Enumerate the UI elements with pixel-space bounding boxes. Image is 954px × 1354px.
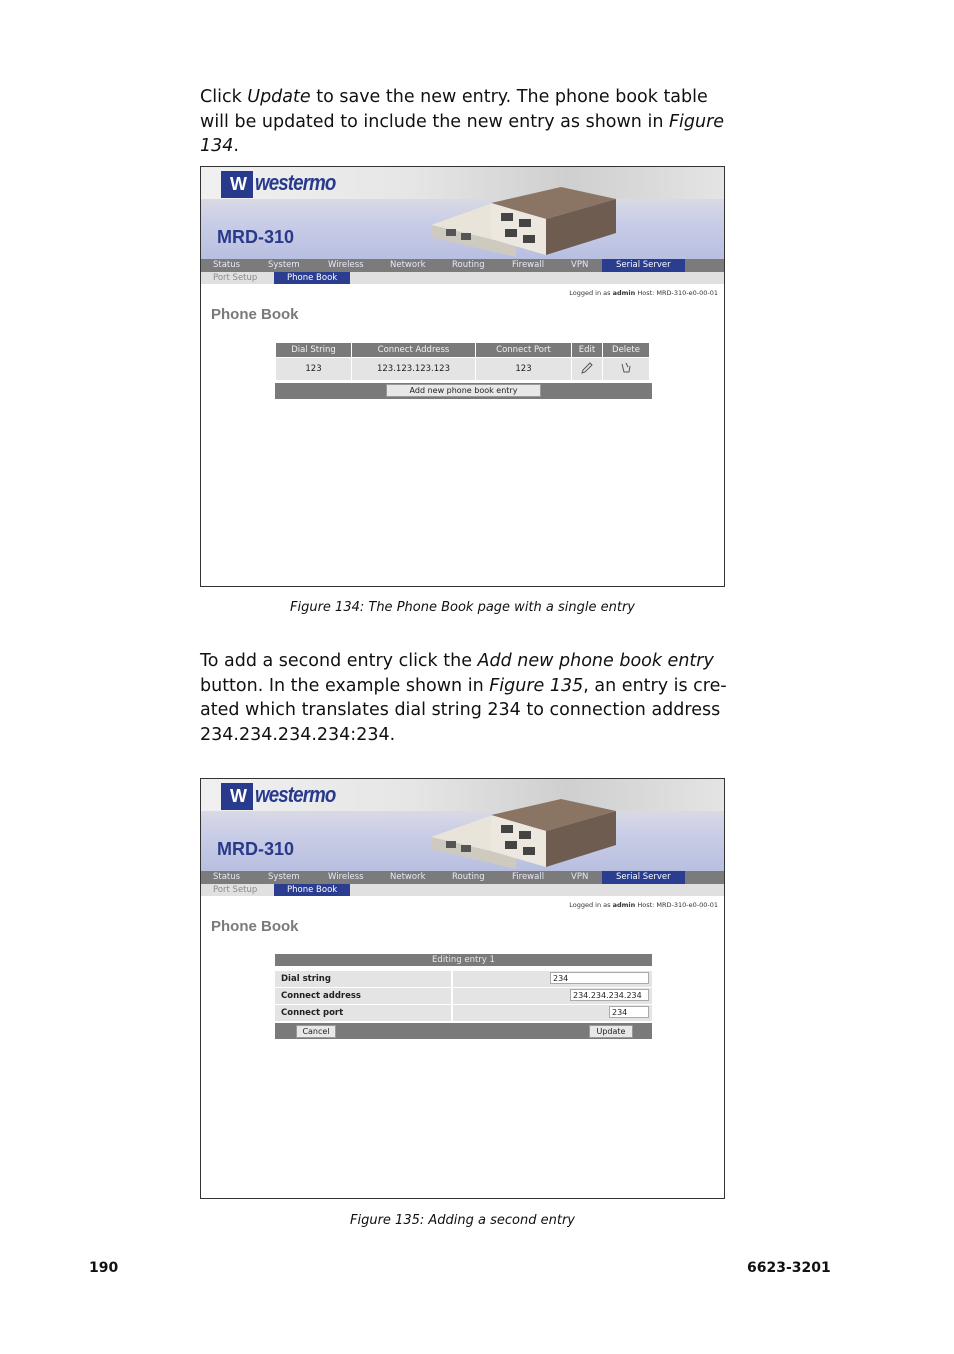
nav-firewall[interactable]: Firewall [512, 260, 545, 270]
col-edit: Edit [572, 343, 603, 358]
page-title: Phone Book [211, 918, 299, 935]
table-row [276, 358, 650, 381]
product-name: MRD-310 [217, 839, 295, 859]
nav-wireless[interactable]: Wireless [328, 260, 364, 270]
nav-serial-server[interactable]: Serial Server [602, 259, 685, 273]
update-button[interactable]: Update [589, 1025, 633, 1038]
col-dial-string: Dial String [276, 343, 352, 358]
cell-dial: 123 [276, 358, 352, 381]
dial-string-input[interactable]: 234 [550, 972, 649, 984]
nav-routing[interactable]: Routing [452, 872, 485, 882]
field-row-dial-string [275, 971, 652, 987]
main-nav [201, 259, 724, 272]
table-footer [275, 383, 652, 399]
dial-string-label: Dial string [281, 974, 331, 984]
field-row-connect-port [275, 1005, 652, 1021]
caption-figure-134: Figure 134: The Phone Book page with a single entry [290, 600, 635, 615]
second-paragraph: To add a second entry click the Add new phone book entry button. In the example shown in Figure 135, an entry is cre- ated which translates dial string 234 to connection address 234.234.234.234:234. [200, 651, 727, 745]
edit-form-footer [275, 1023, 652, 1039]
nav-vpn[interactable]: VPN [571, 260, 589, 270]
nav-network[interactable]: Network [390, 872, 426, 882]
nav-serial-server[interactable]: Serial Server [602, 871, 685, 885]
westermo-logo: W westermo [213, 170, 333, 198]
subnav-phone-book[interactable]: Phone Book [274, 272, 350, 284]
router-devices-image [421, 185, 621, 257]
nav-vpn[interactable]: VPN [571, 872, 589, 882]
nav-firewall[interactable]: Firewall [512, 872, 545, 882]
header-banner [201, 167, 724, 259]
login-status: Logged in as admin Host: MRD-310-e0-00-01 [569, 289, 718, 297]
edit-icon[interactable] [572, 358, 603, 381]
nav-status[interactable]: Status [213, 872, 241, 882]
col-connect-address: Connect Address [352, 343, 476, 358]
caption-figure-135: Figure 135: Adding a second entry [350, 1213, 575, 1228]
router-devices-image [421, 797, 621, 869]
nav-routing[interactable]: Routing [452, 260, 485, 270]
connect-port-input[interactable]: 234 [609, 1006, 649, 1018]
product-name: MRD-310 [217, 227, 295, 247]
connect-address-label: Connect address [281, 991, 361, 1001]
edit-form-header: Editing entry 1 [275, 954, 652, 966]
delete-icon[interactable] [603, 358, 650, 381]
subnav-port-setup[interactable]: Port Setup [213, 273, 258, 283]
phone-book-table [275, 342, 650, 381]
page-number: 190 [89, 1260, 119, 1276]
sub-nav [201, 272, 724, 284]
nav-system[interactable]: System [268, 260, 300, 270]
subnav-port-setup[interactable]: Port Setup [213, 885, 258, 895]
sub-nav [201, 884, 724, 896]
figure-135-screenshot [200, 778, 725, 1199]
col-connect-port: Connect Port [476, 343, 572, 358]
document-number: 6623-3201 [747, 1260, 831, 1276]
field-row-connect-address [275, 988, 652, 1004]
login-status: Logged in as admin Host: MRD-310-e0-00-01 [569, 901, 718, 909]
nav-network[interactable]: Network [390, 260, 426, 270]
header-banner [201, 779, 724, 871]
cancel-button[interactable]: Cancel [296, 1025, 336, 1038]
page-title: Phone Book [211, 306, 299, 323]
main-nav [201, 871, 724, 884]
nav-status[interactable]: Status [213, 260, 241, 270]
nav-wireless[interactable]: Wireless [328, 872, 364, 882]
connect-address-input[interactable]: 234.234.234.234 [570, 989, 649, 1001]
col-delete: Delete [603, 343, 650, 358]
nav-system[interactable]: System [268, 872, 300, 882]
intro-paragraph: Click Update to save the new entry. The phone book table will be updated to include the new entry as shown in Figure 134. [200, 87, 725, 156]
add-entry-button[interactable]: Add new phone book entry [386, 384, 541, 397]
cell-address: 123.123.123.123 [352, 358, 476, 381]
subnav-phone-book[interactable]: Phone Book [274, 884, 350, 896]
connect-port-label: Connect port [281, 1008, 344, 1018]
westermo-logo: W westermo [213, 782, 333, 810]
figure-134-screenshot [200, 166, 725, 587]
cell-port: 123 [476, 358, 572, 381]
